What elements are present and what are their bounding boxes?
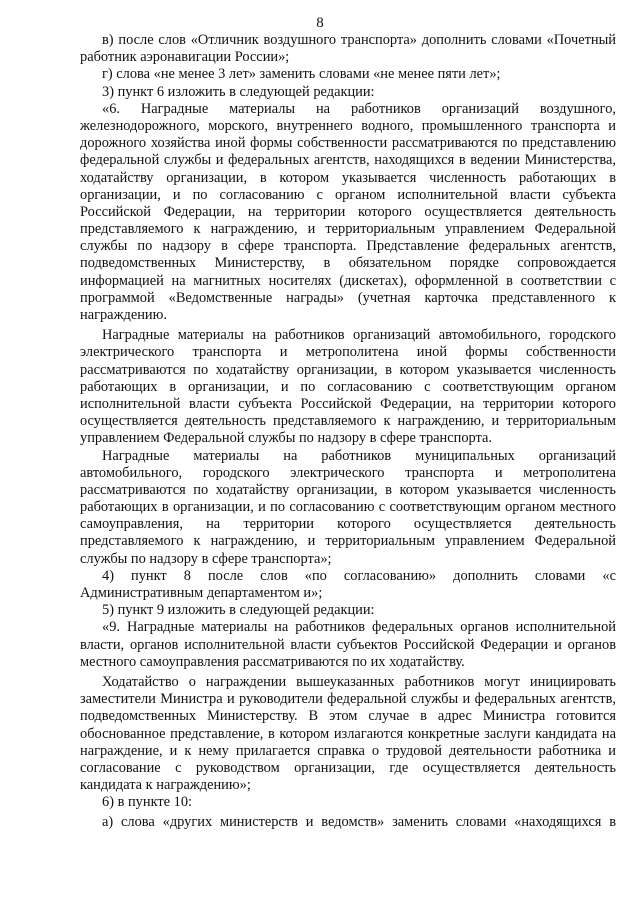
text-line: а) слова «других министерств и ведомств» заменить словами «находящихся в	[102, 814, 616, 831]
text-line: Административным департаментом и»;	[80, 585, 323, 601]
text-line: программой «Ведомственные награды» (учетная карточка представленного к	[80, 289, 616, 306]
text-line: власти, органов исполнительной власти субъектов Российской Федерации и органов	[80, 636, 616, 653]
text-line: 3) пункт 6 изложить в следующей редакции:	[102, 83, 375, 100]
text-line: информацией на магнитных носителях (дискетах), оформленной в соответствии с	[80, 272, 616, 289]
text-line: рассматриваются по ходатайству организации, в котором указывается численность	[80, 481, 616, 498]
text-line: Наградные материалы на работников муниципальных организаций	[102, 447, 616, 464]
text-line: местного самоуправления рассматриваются по их ходатайству.	[80, 653, 465, 670]
text-line: награждению.	[80, 307, 167, 323]
text-line: «9. Наградные материалы на работников федеральных органов исполнительной	[102, 619, 616, 636]
text-line: «6. Наградные материалы на работников организаций воздушного,	[102, 100, 616, 117]
text-line: организации, и по согласованию с органом исполнительной власти субъекта	[80, 186, 616, 203]
document-body	[80, 32, 616, 832]
text-line: 6) в пункте 10:	[102, 794, 193, 811]
text-line: работающих в организации, и по согласованию с соответствующим органом местного	[80, 499, 616, 516]
text-line: исполнительной власти субъекта Российской Федерации, на территории которого	[80, 395, 616, 412]
text-line: награждение, и к нему прилагается справка о трудовой деятельности работника и	[80, 742, 616, 759]
text-line: обоснованное представление, в котором излагаются конкретные заслуги кандидата на	[80, 725, 616, 742]
text-line: работник аэронавигации России»;	[80, 49, 290, 66]
text-line: Ходатайство о награждении вышеуказанных работников могут инициировать	[102, 673, 616, 690]
text-line: заместители Министра и руководители федеральной службы и федеральных агентств,	[80, 691, 616, 708]
text-line: кандидата к награждению»;	[80, 777, 251, 794]
text-line: работающих в организации, и по согласованию с соответствующим органом	[80, 378, 616, 395]
text-line: ходатайству организации, в котором указывается численность работающих в	[80, 169, 616, 186]
text-line: электрического транспорта и метрополитена иной формы собственности	[80, 344, 616, 361]
text-line: осуществляется деятельность представляемого к награждению, и территориальным	[80, 413, 616, 430]
text-line: федеральной службы и федеральных агентств, находящихся в ведении Министерства,	[80, 152, 616, 169]
text-line: подведомственных Министерству, в обязательном порядке сопровождается	[80, 255, 616, 272]
page-number: 8	[316, 15, 324, 31]
text-line: 4) пункт 8 после слов «по согласованию» дополнить словами «с	[102, 567, 616, 584]
text-line: службы по надзору в сфере транспорта»;	[80, 550, 332, 567]
text-line: Российской Федерации, на территории которого осуществляется деятельность	[80, 203, 616, 220]
text-line: железнодорожного, морского, внутреннего водного, промышленного транспорта и	[80, 117, 616, 134]
text-line: Наградные материалы на работников организаций автомобильного, городского	[102, 327, 616, 344]
text-line: управлением Федеральной службы по надзору в сфере транспорта.	[80, 430, 492, 447]
text-line: подведомственных Министерству. В этом случае в адрес Министра готовится	[80, 708, 616, 725]
text-line: согласование с руководством организации, где осуществляется деятельность	[80, 759, 616, 776]
text-line: дорожного хозяйства иной формы собственности рассматриваются по представлению	[80, 135, 616, 152]
text-line: представляемого к награждению, и территориальным управлением Федеральной	[80, 533, 616, 550]
text-line: автомобильного, городского электрического транспорта и метрополитена	[80, 464, 616, 481]
text-line: самоуправления, на территории которого осуществляется деятельность	[80, 516, 616, 533]
text-line: г) слова «не менее 3 лет» заменить словами «не менее пяти лет»;	[102, 66, 501, 83]
text-line: в) после слов «Отличник воздушного транспорта» дополнить словами «Почетный	[102, 32, 616, 48]
text-line: службы по надзору в сфере транспорта. Представление федеральных агентств,	[80, 238, 616, 255]
text-line: 5) пункт 9 изложить в следующей редакции:	[102, 602, 375, 619]
text-line: представляемого к награждению, и территориальным управлением Федеральной	[80, 221, 616, 238]
text-line: рассматриваются по ходатайству организации, в котором указывается численность	[80, 361, 616, 378]
